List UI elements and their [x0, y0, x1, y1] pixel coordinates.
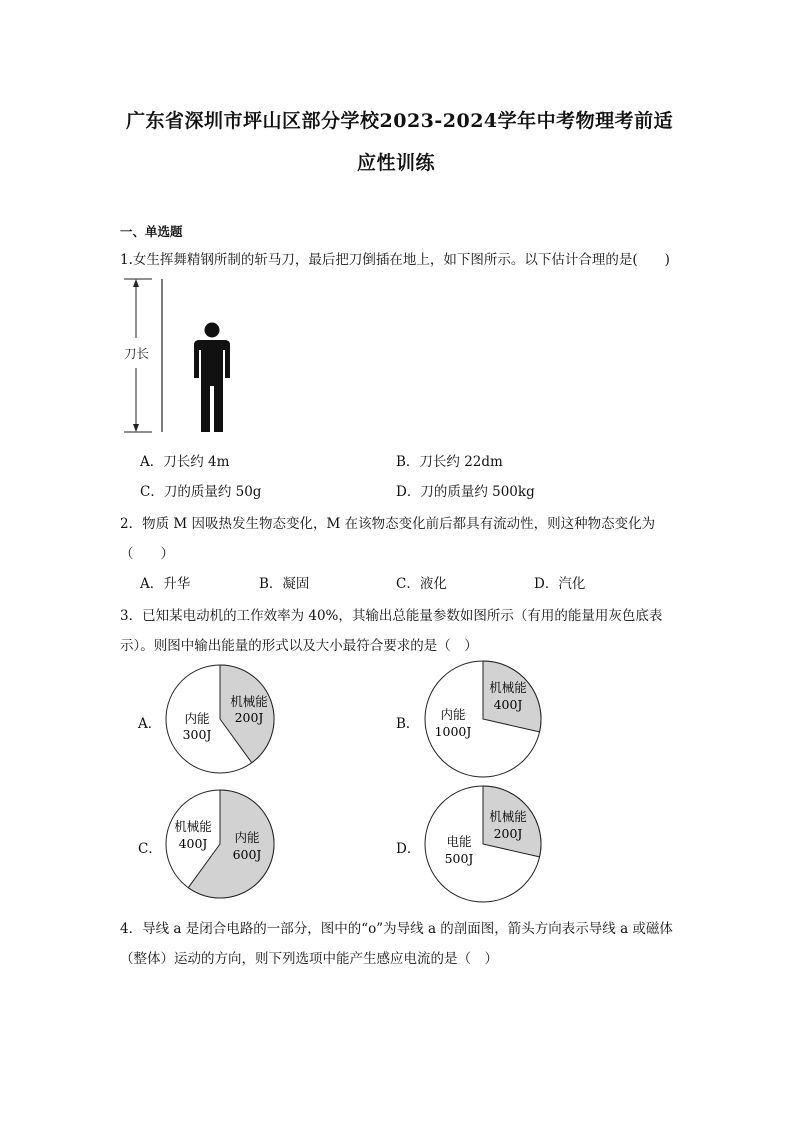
q2-option-d: D．汽化: [534, 576, 586, 592]
q3-pie-a-white-value: 300J: [182, 727, 212, 742]
page-title-line1: 广东省深圳市坪山区部分学校2023-2024学年中考物理考前适: [126, 110, 674, 132]
q3-pie-b-white-name: 内能: [440, 707, 466, 722]
q3-pie-d-gray-name: 机械能: [489, 809, 527, 824]
q3-pie-c-white-value: 400J: [178, 836, 208, 851]
q3-pie-d-letter: D．: [396, 841, 421, 857]
q2-option-c: C．液化: [396, 576, 447, 592]
question-2-text-line2: （ ）: [120, 546, 174, 562]
q3-pie-b-gray-value: 400J: [493, 697, 523, 712]
q3-pie-b: [423, 659, 543, 779]
q3-pie-b-white-value: 1000J: [434, 724, 472, 739]
q3-pie-c: [163, 787, 277, 901]
q3-pie-d: [423, 784, 543, 904]
question-2-text-line1: 2．物质 M 因吸热发生物态变化，M 在该物态变化前后都具有流动性，则这种物态变化为: [120, 516, 656, 532]
q1-option-d: D．刀的质量约 500kg: [396, 484, 535, 500]
q3-pie-a-gray-name: 机械能: [230, 694, 268, 709]
question-4-text-line1: 4．导线 a 是闭合电路的一部分，图中的“o”为导线 a 的剖面图，箭头方向表示导线 a 或磁体: [120, 921, 673, 937]
q3-pie-a-white-name: 内能: [184, 711, 210, 726]
q2-option-a: A．升华: [140, 576, 191, 592]
q3-pie-b-letter: B．: [396, 716, 420, 732]
q3-pie-d-white-value: 500J: [444, 851, 474, 866]
q3-pie-a-letter: A．: [138, 716, 162, 732]
sword-length-label: 刀长: [124, 346, 150, 361]
q3-pie-c-letter: C．: [138, 841, 162, 857]
q3-pie-a-gray-value: 200J: [234, 710, 264, 725]
q2-option-b: B．凝固: [259, 576, 310, 592]
person-silhouette: [194, 323, 230, 433]
section-heading: 一、单选题: [120, 224, 183, 239]
q3-pie-c-gray-value: 600J: [232, 847, 262, 862]
q3-pie-c-gray-name: 内能: [234, 830, 260, 845]
question-3-text-line1: 3．已知某电动机的工作效率为 40%，其输出总能量参数如图所示（有用的能量用灰色底表: [120, 608, 663, 624]
q1-option-a: A．刀长约 4m: [140, 454, 230, 470]
q1-option-b: B．刀长约 22dm: [396, 454, 503, 470]
q3-pie-d-white-name: 电能: [446, 834, 472, 849]
q3-pie-b-gray-name: 机械能: [489, 680, 527, 695]
q3-pie-a: [163, 662, 277, 776]
question-3-text-line2: 示）。则图中输出能量的形式以及大小最符合要求的是（ ）: [120, 638, 478, 654]
page-title-line2: 应性训练: [357, 152, 436, 174]
question-1-figure: [118, 274, 248, 440]
q3-pie-c-white-name: 机械能: [174, 819, 212, 834]
question-4-text-line2: （整体）运动的方向，则下列选项中能产生感应电流的是（ ）: [120, 951, 498, 967]
q1-option-c: C．刀的质量约 50g: [140, 484, 262, 500]
q3-pie-d-gray-value: 200J: [493, 826, 523, 841]
question-1-text: 1.女生挥舞精钢所制的斩马刀，最后把刀倒插在地上，如下图所示。以下估计合理的是( ): [120, 252, 670, 268]
